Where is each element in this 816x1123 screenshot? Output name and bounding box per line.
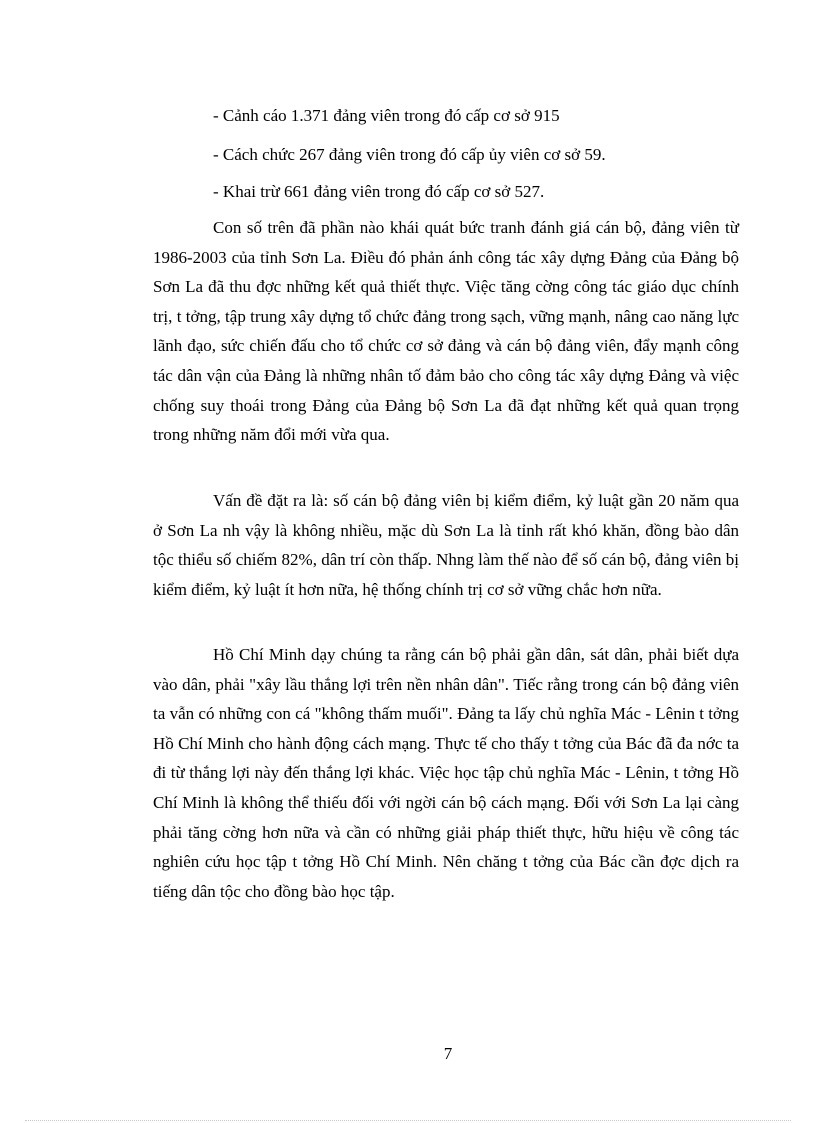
discipline-warning-item: - Cảnh cáo 1.371 đảng viên trong đó cấp cơ sở 915: [213, 106, 560, 125]
discipline-expulsion-item: - Khai trừ 661 đảng viên trong đó cấp cơ sở 527.: [213, 182, 545, 201]
discipline-dismissal-item: - Cách chức 267 đảng viên trong đó cấp ủy viên cơ sở 59.: [213, 145, 606, 164]
paragraph-issue: Vấn đề đặt ra là: số cán bộ đảng viên bị kiểm điểm, kỷ luật gần 20 năm qua ở Sơn La nh vậy là không nhiều, mặc dù Sơn La là tỉnh rất khó khăn, đồng bào dân tộc thiểu số chiếm 82%, dân trí còn thấp. Nhng làm thế nào để số cán bộ, đảng viên bị kiểm điểm, kỷ luật ít hơn nữa, hệ thống chính trị cơ sở vững chắc hơn nữa.: [153, 491, 739, 599]
paragraph-assessment: Con số trên đã phần nào khái quát bức tranh đánh giá cán bộ, đảng viên từ 1986-2003 của tỉnh Sơn La. Điều đó phản ánh công tác xây dựng Đảng của Đảng bộ Sơn La đã thu đợc những kết quả thiết thực. Việc tăng cờng công tác giáo dục chính trị, t tởng, tập trung xây dựng tổ chức đảng trong sạch, vững mạnh, nâng cao năng lực lãnh đạo, sức chiến đấu cho tổ chức cơ sở đảng và cán bộ đảng viên, đẩy mạnh công tác dân vận của Đảng là những nhân tố đảm bảo cho công tác xây dựng Đảng và việc chống suy thoái trong Đảng của Đảng bộ Sơn La đã đạt những kết quả quan trọng trong những năm đổi mới vừa qua.: [153, 218, 739, 445]
page-number: 7: [443, 1044, 453, 1063]
paragraph-ho-chi-minh: Hồ Chí Minh dạy chúng ta rằng cán bộ phải gần dân, sát dân, phải biết dựa vào dân, phải "xây lầu thắng lợi trên nền nhân dân". Tiếc rằng trong cán bộ đảng viên ta vẫn có những con cá "không thấm muối". Đảng ta lấy chủ nghĩa Mác - Lênin t tởng Hồ Chí Minh cho hành động cách mạng. Thực tế cho thấy t tởng của Bác đã đa nớc ta đi từ thắng lợi này đến thắng lợi khác. Việc học tập chủ nghĩa Mác - Lênin, t tởng Hồ Chí Minh là không thể thiếu đối với ngời cán bộ cách mạng. Đối với Sơn La lại càng phải tăng cờng hơn nữa và cần có những giải pháp thiết thực, hữu hiệu về công tác nghiên cứu học tập t tởng Hồ Chí Minh. Nên chăng t tởng của Bác cần đợc dịch ra tiếng dân tộc cho đồng bào học tập.: [153, 645, 739, 901]
page-bottom-divider: [25, 1120, 791, 1121]
